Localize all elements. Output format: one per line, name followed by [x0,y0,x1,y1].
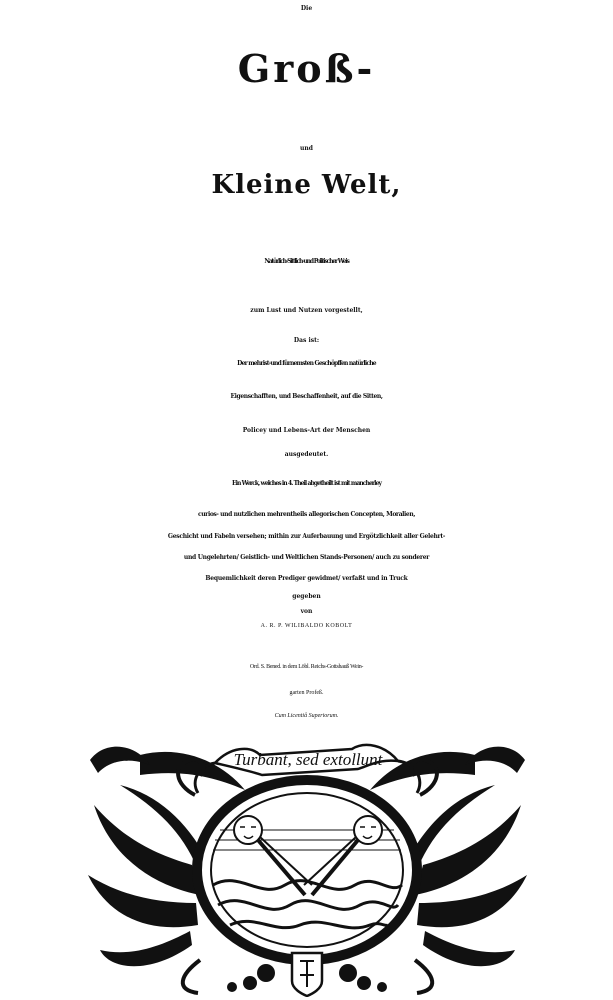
description-line: ausgedeutet. [284,451,329,458]
title-word-kleine-welt: Kleine Welt, [211,170,402,200]
das-ist-line: Das ist: [293,337,320,344]
work-description-line: Geschicht und Fabeln versehen; mithin zur Auferbauung und Ergötzlichkeit aller Gelehrt- [167,533,446,540]
title-word-gross: Groß- [237,46,376,91]
subtitle-line: Natürlich-Sittlich-und Politischer Weis [264,258,349,265]
title-word-und: und [300,145,313,152]
author-order-line: Ord. S. Bened. in dem Löbl. Reichs-Gottshauß Wein- [249,664,364,670]
subtitle-line: zum Lust und Nutzen vorgestellt, [250,307,363,314]
von-line: von [300,608,313,615]
work-description-line: Bequemlichkeit deren Prediger gewidmet/ verfaßt und in Truck [205,575,408,582]
description-line: Policey und Lebens-Art der Menschen [242,427,371,434]
description-line: Der mehrist-und fürnemsten Geschöpffen natürliche [237,360,376,367]
work-description-line: und Ungelehrten/ Geistlich- und Weltlichen Stands-Personen/ auch zu sonderer [183,554,430,561]
work-description-line: curios- und nutzlichen mehrentheils allegorischen Concepten, Moralien, [197,511,416,518]
work-description-line: Ein Werck, welches in 4. Theil abgetheilt ist mit mancherley [231,480,382,487]
description-line: Eigenschafften, und Beschaffenheit, auf die Sitten, [230,393,383,400]
monogram-shield-icon [292,953,322,996]
cartouche-frame [197,780,417,960]
author-name: A. R. P. WILIBALDO KOBOLT [260,623,353,629]
author-order-line: garten Profeß. [289,690,324,696]
motto-text: Turbant, sed extollunt [233,750,383,769]
cum-licentia-line: Cum Licentiâ Superiorum. [274,713,339,719]
printers-vignette [80,735,535,997]
gegeben-line: gegeben [292,593,321,600]
title-word-die: Die [300,5,313,12]
